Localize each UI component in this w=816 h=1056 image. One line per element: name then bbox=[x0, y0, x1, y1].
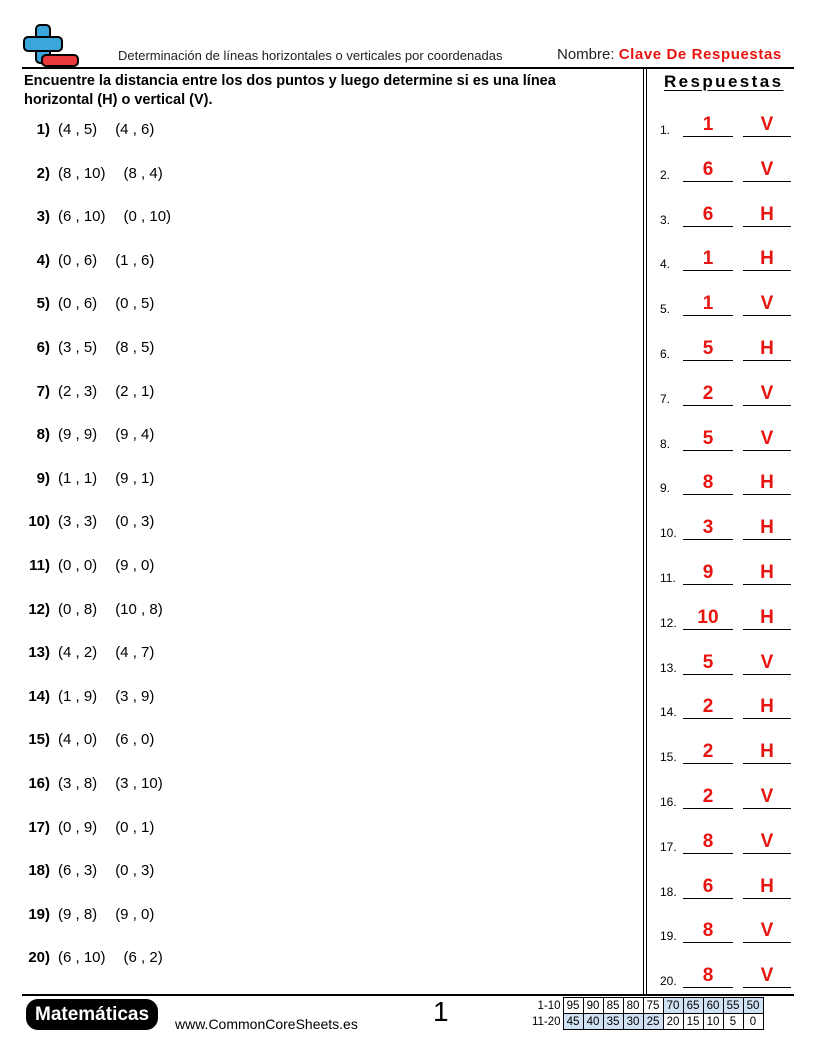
point-a: (0 , 0) bbox=[58, 557, 98, 574]
problem-item bbox=[20, 426, 154, 446]
answer-number: 13. bbox=[660, 660, 677, 675]
score-cell: 10 bbox=[703, 1014, 723, 1030]
distance-answer: 6 bbox=[683, 204, 733, 227]
problem-number: 4) bbox=[36, 251, 50, 269]
answer-number: 5. bbox=[660, 302, 671, 317]
direction-answer: H bbox=[743, 472, 791, 495]
distance-answer: 8 bbox=[683, 920, 733, 943]
score-cell: 75 bbox=[643, 998, 663, 1014]
point-b: (0 , 1) bbox=[115, 818, 155, 836]
point-a: (4 , 0) bbox=[58, 731, 98, 749]
point-a: (3 , 5) bbox=[58, 339, 98, 356]
answer-item bbox=[660, 736, 794, 766]
answer-item bbox=[660, 602, 794, 632]
direction-answer: V bbox=[743, 786, 791, 809]
direction-answer: H bbox=[743, 338, 791, 361]
score-cell: 90 bbox=[583, 998, 603, 1014]
point-a: (6 , 3) bbox=[58, 862, 98, 880]
answer-number: 1. bbox=[660, 123, 671, 137]
answer-number: 10. bbox=[660, 526, 677, 541]
problem-number: 18) bbox=[28, 862, 50, 880]
distance-answer: 2 bbox=[683, 383, 733, 406]
answer-item bbox=[660, 826, 794, 856]
point-b: (3 , 10) bbox=[115, 775, 163, 792]
problem-number: 14) bbox=[28, 687, 50, 705]
point-a: (4 , 5) bbox=[58, 121, 98, 138]
direction-answer: V bbox=[743, 293, 791, 316]
answer-number: 16. bbox=[660, 795, 677, 809]
problem-item bbox=[20, 601, 163, 621]
score-cell: 25 bbox=[643, 1014, 663, 1030]
site-url: www.CommonCoreSheets.es bbox=[175, 1016, 358, 1032]
direction-answer: H bbox=[743, 517, 791, 540]
distance-answer: 2 bbox=[683, 696, 733, 719]
answer-item bbox=[660, 512, 794, 542]
point-a: (1 , 1) bbox=[58, 469, 98, 487]
answer-number: 12. bbox=[660, 615, 677, 630]
point-a: (0 , 6) bbox=[58, 251, 98, 269]
point-a: (3 , 3) bbox=[58, 513, 98, 531]
distance-answer: 8 bbox=[683, 472, 733, 495]
point-a: (4 , 2) bbox=[58, 644, 98, 662]
score-cell: 70 bbox=[663, 998, 683, 1014]
problem-item bbox=[20, 819, 154, 839]
worksheet-title: Determinación de líneas horizontales o verticales por coordenadas bbox=[118, 48, 503, 63]
problem-item bbox=[20, 775, 163, 795]
distance-answer: 5 bbox=[683, 428, 733, 451]
score-cell: 5 bbox=[723, 1014, 743, 1030]
problem-item bbox=[20, 208, 171, 228]
problem-item bbox=[20, 513, 154, 533]
problem-item bbox=[20, 731, 154, 751]
score-cell: 20 bbox=[663, 1014, 683, 1030]
point-a: (6 , 10) bbox=[58, 949, 106, 967]
direction-answer: V bbox=[743, 920, 791, 943]
answer-number: 14. bbox=[660, 705, 677, 720]
distance-answer: 9 bbox=[683, 562, 733, 585]
point-b: (8 , 4) bbox=[123, 164, 163, 182]
problem-item bbox=[20, 252, 154, 272]
score-cell: 30 bbox=[623, 1014, 643, 1030]
problem-number: 3) bbox=[36, 208, 50, 226]
point-b: (6 , 2) bbox=[123, 949, 163, 967]
point-b: (1 , 6) bbox=[115, 251, 155, 269]
point-b: (0 , 3) bbox=[115, 513, 155, 531]
score-cell: 65 bbox=[683, 998, 703, 1014]
problem-number: 16) bbox=[28, 775, 50, 792]
score-cell: 85 bbox=[603, 998, 623, 1014]
column-divider bbox=[643, 68, 647, 994]
distance-answer: 10 bbox=[683, 607, 733, 630]
plus-minus-logo-icon bbox=[22, 24, 80, 68]
answer-item bbox=[660, 333, 794, 363]
direction-answer: V bbox=[743, 159, 791, 182]
answer-item bbox=[660, 557, 794, 587]
problem-number: 6) bbox=[36, 339, 50, 356]
answer-item bbox=[660, 154, 794, 184]
point-b: (4 , 7) bbox=[115, 644, 155, 662]
score-cell: 45 bbox=[563, 1014, 583, 1030]
answer-item bbox=[660, 467, 794, 497]
answer-item bbox=[660, 109, 794, 139]
problem-number: 15) bbox=[28, 731, 50, 749]
distance-answer: 8 bbox=[683, 831, 733, 854]
answer-key-label: Clave De Respuestas bbox=[618, 46, 782, 63]
point-a: (0 , 6) bbox=[58, 295, 98, 313]
problem-number: 8) bbox=[36, 426, 50, 444]
answer-number: 11. bbox=[660, 571, 676, 585]
distance-answer: 2 bbox=[683, 741, 733, 764]
answer-item bbox=[660, 871, 794, 901]
brand-badge: Matemáticas bbox=[26, 999, 158, 1030]
direction-answer: H bbox=[743, 562, 791, 585]
distance-answer: 1 bbox=[683, 114, 733, 137]
problem-item bbox=[20, 339, 154, 359]
point-b: (10 , 8) bbox=[115, 600, 163, 618]
direction-answer: H bbox=[743, 204, 791, 227]
footer-rule bbox=[22, 994, 794, 996]
answer-item bbox=[660, 781, 794, 811]
score-cell: 60 bbox=[703, 998, 723, 1014]
score-table bbox=[525, 997, 764, 1030]
score-cell: 95 bbox=[563, 998, 583, 1014]
score-row-label: 1-10 bbox=[537, 999, 561, 1012]
distance-answer: 1 bbox=[683, 293, 733, 316]
problem-item bbox=[20, 644, 154, 664]
answer-number: 15. bbox=[660, 750, 677, 765]
answer-number: 20. bbox=[660, 974, 677, 989]
problem-number: 20) bbox=[28, 949, 50, 967]
distance-answer: 6 bbox=[683, 159, 733, 182]
score-row bbox=[525, 1014, 763, 1030]
answer-number: 9. bbox=[660, 481, 671, 496]
point-a: (0 , 8) bbox=[58, 600, 98, 618]
point-a: (1 , 9) bbox=[58, 687, 98, 705]
problem-number: 19) bbox=[28, 905, 50, 923]
answer-number: 8. bbox=[660, 436, 671, 451]
direction-answer: V bbox=[743, 652, 791, 675]
point-b: (4 , 6) bbox=[115, 121, 155, 138]
direction-answer: H bbox=[743, 248, 791, 271]
problem-item bbox=[20, 121, 154, 141]
answer-number: 19. bbox=[660, 929, 677, 944]
instructions: Encuentre la distancia entre los dos puntos y luego determine si es una línea horizontal (H) o vertical (V). bbox=[24, 73, 556, 108]
answer-number: 17. bbox=[660, 839, 677, 854]
problem-item bbox=[20, 949, 163, 969]
answers-title: Respuestas bbox=[664, 72, 784, 91]
answer-item bbox=[660, 647, 794, 677]
problem-number: 9) bbox=[36, 469, 50, 487]
point-b: (2 , 1) bbox=[115, 382, 155, 400]
answer-item bbox=[660, 423, 794, 453]
answer-item bbox=[660, 243, 794, 273]
score-cell: 40 bbox=[583, 1014, 603, 1030]
distance-answer: 8 bbox=[683, 965, 733, 988]
point-a: (2 , 3) bbox=[58, 382, 98, 400]
problem-item bbox=[20, 383, 154, 403]
score-cell: 80 bbox=[623, 998, 643, 1014]
problem-item bbox=[20, 557, 154, 577]
direction-answer: H bbox=[743, 741, 791, 764]
point-b: (0 , 5) bbox=[115, 295, 155, 313]
answer-item bbox=[660, 199, 794, 229]
page-number: 1 bbox=[433, 996, 449, 1027]
answer-item bbox=[660, 915, 794, 945]
direction-answer: V bbox=[743, 965, 791, 988]
score-cell: 55 bbox=[723, 998, 743, 1014]
point-b: (9 , 1) bbox=[115, 469, 155, 487]
problem-number: 13) bbox=[28, 644, 50, 662]
answer-item bbox=[660, 288, 794, 318]
problem-item bbox=[20, 295, 154, 315]
name-field bbox=[557, 46, 782, 63]
distance-answer: 2 bbox=[683, 786, 733, 809]
distance-answer: 6 bbox=[683, 876, 733, 899]
point-b: (0 , 10) bbox=[123, 208, 172, 226]
problem-number: 10) bbox=[28, 513, 50, 531]
answer-number: 18. bbox=[660, 884, 677, 899]
score-row-label: 11-20 bbox=[531, 1015, 561, 1028]
score-cell: 35 bbox=[603, 1014, 623, 1030]
answer-number: 2. bbox=[660, 167, 671, 182]
score-row bbox=[525, 998, 763, 1014]
point-a: (8 , 10) bbox=[58, 164, 106, 182]
answer-number: 3. bbox=[660, 212, 671, 227]
point-a: (0 , 9) bbox=[58, 818, 98, 836]
point-a: (9 , 8) bbox=[58, 905, 98, 923]
point-b: (9 , 0) bbox=[115, 905, 155, 923]
answer-item bbox=[660, 378, 794, 408]
direction-answer: H bbox=[743, 607, 791, 630]
problem-number: 7) bbox=[36, 382, 50, 400]
problem-item bbox=[20, 165, 163, 185]
problem-item bbox=[20, 862, 154, 882]
problem-number: 17) bbox=[28, 818, 50, 836]
direction-answer: V bbox=[743, 383, 791, 406]
problem-number: 2) bbox=[36, 164, 50, 182]
direction-answer: H bbox=[743, 876, 791, 899]
point-b: (6 , 0) bbox=[115, 731, 155, 749]
score-cell: 15 bbox=[683, 1014, 703, 1030]
problem-number: 12) bbox=[28, 600, 50, 618]
score-cell: 50 bbox=[743, 998, 763, 1014]
name-label: Nombre: bbox=[557, 46, 615, 63]
point-a: (9 , 9) bbox=[58, 426, 98, 444]
point-b: (0 , 3) bbox=[115, 862, 155, 880]
problem-number: 1) bbox=[36, 121, 50, 138]
point-b: (9 , 4) bbox=[115, 426, 155, 444]
point-a: (6 , 10) bbox=[58, 208, 106, 226]
problem-item bbox=[20, 470, 154, 490]
problem-item bbox=[20, 906, 154, 926]
score-cell: 0 bbox=[743, 1014, 763, 1030]
direction-answer: V bbox=[743, 114, 791, 137]
answer-item bbox=[660, 691, 794, 721]
answer-number: 4. bbox=[660, 257, 671, 272]
problem-number: 11) bbox=[29, 557, 50, 574]
distance-answer: 3 bbox=[683, 517, 733, 540]
point-a: (3 , 8) bbox=[58, 775, 98, 792]
distance-answer: 5 bbox=[683, 338, 733, 361]
direction-answer: V bbox=[743, 428, 791, 451]
answer-number: 6. bbox=[660, 347, 671, 361]
problem-number: 5) bbox=[36, 295, 50, 313]
answer-number: 7. bbox=[660, 391, 671, 406]
direction-answer: H bbox=[743, 696, 791, 719]
distance-answer: 5 bbox=[683, 652, 733, 675]
problem-item bbox=[20, 688, 154, 708]
distance-answer: 1 bbox=[683, 248, 733, 271]
point-b: (9 , 0) bbox=[115, 557, 155, 574]
header-rule bbox=[22, 67, 794, 69]
point-b: (3 , 9) bbox=[115, 687, 155, 705]
direction-answer: V bbox=[743, 831, 791, 854]
answer-item bbox=[660, 960, 794, 990]
point-b: (8 , 5) bbox=[115, 339, 155, 356]
